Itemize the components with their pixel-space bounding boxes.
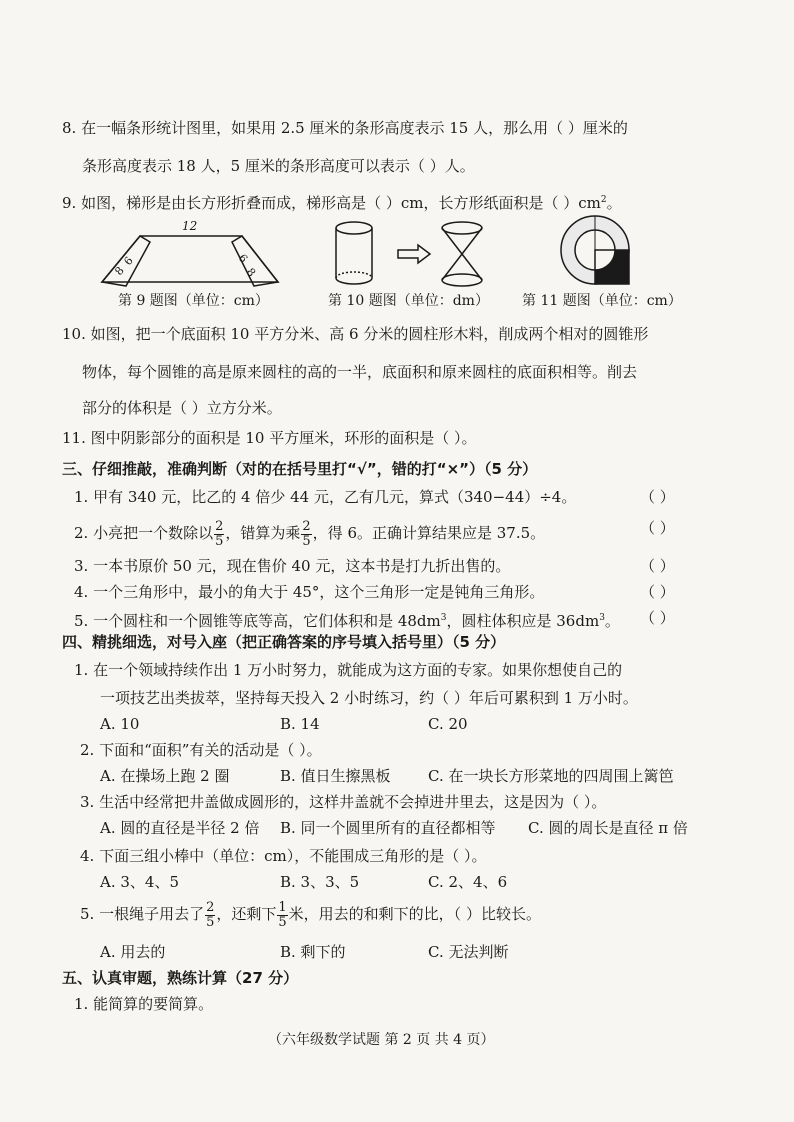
- fig9-label-8b: 8: [243, 265, 259, 280]
- s3-q2-answer-blank[interactable]: （ ）: [640, 519, 675, 537]
- fig10-caption: 第 10 题图（单位：dm）: [328, 293, 489, 309]
- q9-text: 9. 如图，梯形是由长方形折叠而成，梯形高是（ ）cm，长方形纸面积是（ ）$cm^2$。: [62, 194, 622, 212]
- s4-q3-stem: 3. 生活中经常把井盖做成圆形的，这样井盖就不会掉进井里去，这是因为（ ）。: [80, 793, 607, 811]
- s4-q4-option-a[interactable]: A. 3、4、5: [100, 873, 179, 891]
- s4-q1-line2: 一项技艺出类拔萃，坚持每天投入 2 小时练习，约（ ）年后可累积到 1 万小时。: [100, 689, 638, 707]
- s4-q4-option-b[interactable]: B. 3、3、5: [280, 873, 360, 891]
- q10-line1: 10. 如图，把一个底面积 10 平方分米、高 6 分米的圆柱形木料，削成两个相对的圆锥形: [62, 325, 649, 343]
- s3-q3: 3. 一本书原价 50 元，现在售价 40 元，这本书是打九折出售的。: [74, 557, 511, 575]
- s4-q3-option-c[interactable]: C. 圆的周长是直径 π 倍: [528, 819, 688, 837]
- fig9-label-8a: 8: [112, 264, 127, 278]
- section5-title: 五、认真审题，熟练计算（27 分）: [62, 969, 299, 987]
- s4-q2-stem: 2. 下面和“面积”有关的活动是（ ）。: [80, 741, 322, 759]
- page-footer: （六年级数学试题 第 2 页 共 4 页）: [268, 1032, 495, 1048]
- s4-q5-option-b[interactable]: B. 剩下的: [280, 943, 346, 961]
- section4-title: 四、精挑细选，对号入座（把正确答案的序号填入括号里）（5 分）: [62, 633, 506, 651]
- s4-q1-option-a[interactable]: A. 10: [100, 715, 140, 733]
- s3-q1: 1. 甲有 340 元，比乙的 4 倍少 44 元，乙有几元，算式（340−44）÷4。: [74, 488, 577, 506]
- s5-q1: 1. 能简算的要简算。: [74, 995, 214, 1013]
- s4-q1-option-b[interactable]: B. 14: [280, 715, 320, 733]
- q8-line1: 8. 在一幅条形统计图里，如果用 2.5 厘米的条形高度表示 15 人，那么用（ ）厘米的: [62, 119, 628, 137]
- s4-q5-option-c[interactable]: C. 无法判断: [428, 943, 509, 961]
- s3-q4-answer-blank[interactable]: （ ）: [640, 583, 675, 601]
- fig9-caption: 第 9 题图（单位：cm）: [118, 293, 269, 309]
- s3-q2: 2. 小亮把一个数除以 $\frac{2}{5}$ ，错算为乘 $\frac{2}{5}$ ，得 6。正确计算结果应是 37.5。: [74, 518, 546, 549]
- s4-q2-option-c[interactable]: C. 在一块长方形菜地的四周围上篱笆: [428, 767, 674, 785]
- s3-q5: 5. 一个圆柱和一个圆锥等底等高，它们体积和是 $48dm^3$，圆柱体积应是 $36dm^3$。: [74, 612, 620, 630]
- fig9-label-12: 12: [182, 219, 198, 233]
- q10-line3: 部分的体积是（ ）立方分米。: [82, 399, 282, 417]
- fig11-caption: 第 11 题图（单位：cm）: [522, 293, 682, 309]
- s4-q5-stem: 5. 一根绳子用去了 $\frac{2}{5}$ ，还剩下 $\frac{1}{5}$ 米，用去的和剩下的比，（ ）比较长。: [80, 899, 541, 930]
- s4-q2-option-b[interactable]: B. 值日生擦黑板: [280, 767, 391, 785]
- s4-q1-line1: 1. 在一个领域持续作出 1 万小时努力，就能成为这方面的专家。如果你想使自己的: [74, 661, 623, 679]
- figure-11-ring: [555, 212, 635, 290]
- q8-line2: 条形高度表示 18 人，5 厘米的条形高度可以表示（ ）人。: [82, 157, 475, 175]
- s3-q3-answer-blank[interactable]: （ ）: [640, 557, 675, 575]
- fig9-label-6b: 6: [235, 251, 251, 266]
- s4-q4-option-c[interactable]: C. 2、4、6: [428, 873, 508, 891]
- s4-q4-stem: 4. 下面三组小棒中（单位：cm），不能围成三角形的是（ ）。: [80, 847, 487, 865]
- q11-text: 11. 图中阴影部分的面积是 10 平方厘米，环形的面积是（ ）。: [62, 429, 477, 447]
- s3-q4: 4. 一个三角形中，最小的角大于 45°，这个三角形一定是钝角三角形。: [74, 583, 545, 601]
- s4-q2-option-a[interactable]: A. 在操场上跑 2 圈: [100, 767, 230, 785]
- s4-q1-option-c[interactable]: C. 20: [428, 715, 468, 733]
- q10-line2: 物体，每个圆锥的高是原来圆柱的高的一半，底面积和原来圆柱的底面积相等。削去: [82, 363, 638, 381]
- figure-10-cylinder-cones: [330, 218, 500, 290]
- s4-q3-option-a[interactable]: A. 圆的直径是半径 2 倍: [100, 819, 260, 837]
- s4-q3-option-b[interactable]: B. 同一个圆里所有的直径都相等: [280, 819, 496, 837]
- fig9-label-6a: 6: [121, 254, 136, 268]
- s4-q5-option-a[interactable]: A. 用去的: [100, 943, 166, 961]
- figure-9-trapezoid: [96, 216, 286, 288]
- section3-title: 三、仔细推敲，准确判断（对的在括号里打“√”，错的打“×”）（5 分）: [62, 460, 538, 478]
- s3-q5-answer-blank[interactable]: （ ）: [640, 609, 675, 627]
- s3-q1-answer-blank[interactable]: （ ）: [640, 488, 675, 506]
